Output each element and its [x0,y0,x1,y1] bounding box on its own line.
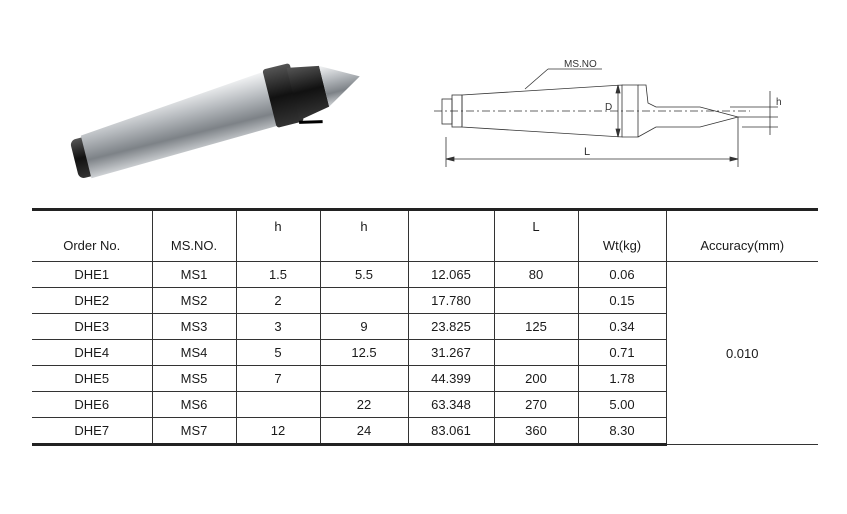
cell-order-no: DHE6 [32,392,152,418]
cell-ms-no: MS4 [152,340,236,366]
cell-d: 17.780 [408,288,494,314]
cell-d: 12.065 [408,262,494,288]
table-header-row [32,210,818,262]
cell-d: 23.825 [408,314,494,340]
cell-h2: 5.5 [320,262,408,288]
cell-l: 360 [494,418,578,445]
cell-ms-no: MS3 [152,314,236,340]
cell-h2: 12.5 [320,340,408,366]
cell-d: 83.061 [408,418,494,445]
cell-order-no: DHE3 [32,314,152,340]
cell-h2: 9 [320,314,408,340]
cell-h1: 2 [236,288,320,314]
cell-d: 31.267 [408,340,494,366]
drawing-end-tang [442,99,452,124]
header-h2: h [320,210,408,262]
cell-l [494,340,578,366]
spec-table [32,208,818,446]
cell-h1: 7 [236,366,320,392]
cell-h1: 3 [236,314,320,340]
header-order-no: Order No. [63,238,121,253]
cell-l [494,288,578,314]
technical-drawing [430,55,795,180]
cell-h2: 22 [320,392,408,418]
product-photo [40,55,370,180]
cell-order-no: DHE7 [32,418,152,445]
cell-ms-no: MS2 [152,288,236,314]
header-h1: h [236,210,320,262]
cell-order-no: DHE5 [32,366,152,392]
cell-l: 270 [494,392,578,418]
cell-l: 200 [494,366,578,392]
cell-accuracy: 0.010 [666,262,818,445]
drawing-label-d: D [605,102,613,113]
cell-weight: 0.06 [578,262,666,288]
cell-ms-no: MS6 [152,392,236,418]
cell-h1: 1.5 [236,262,320,288]
cell-d: 44.399 [408,366,494,392]
cell-weight: 0.15 [578,288,666,314]
cell-weight: 8.30 [578,418,666,445]
cell-d: 63.348 [408,392,494,418]
cell-weight: 5.00 [578,392,666,418]
cell-order-no: DHE1 [32,262,152,288]
drawing-label-l: L [584,146,591,158]
cell-l: 125 [494,314,578,340]
taper-shank [76,71,280,178]
cell-order-no: DHE2 [32,288,152,314]
cell-weight: 1.78 [578,366,666,392]
drawing-label-msno: MS.NO [564,59,597,70]
cell-weight: 0.71 [578,340,666,366]
cell-h2 [320,366,408,392]
leader-line [525,69,548,89]
cell-weight: 0.34 [578,314,666,340]
drawing-label-h: h [776,97,782,108]
cell-ms-no: MS1 [152,262,236,288]
cell-ms-no: MS7 [152,418,236,445]
cell-h2 [320,288,408,314]
cell-ms-no: MS5 [152,366,236,392]
header-ms-no: MS.NO. [152,210,236,262]
header-d [408,210,494,262]
cell-h1: 5 [236,340,320,366]
table-row [32,262,818,288]
header-l: L [494,210,578,262]
cell-l: 80 [494,262,578,288]
cell-h2: 24 [320,418,408,445]
header-accuracy: Accuracy(mm) [666,210,818,262]
cell-h1: 12 [236,418,320,445]
header-weight: Wt(kg) [578,210,666,262]
cell-order-no: DHE4 [32,340,152,366]
cell-h1 [236,392,320,418]
